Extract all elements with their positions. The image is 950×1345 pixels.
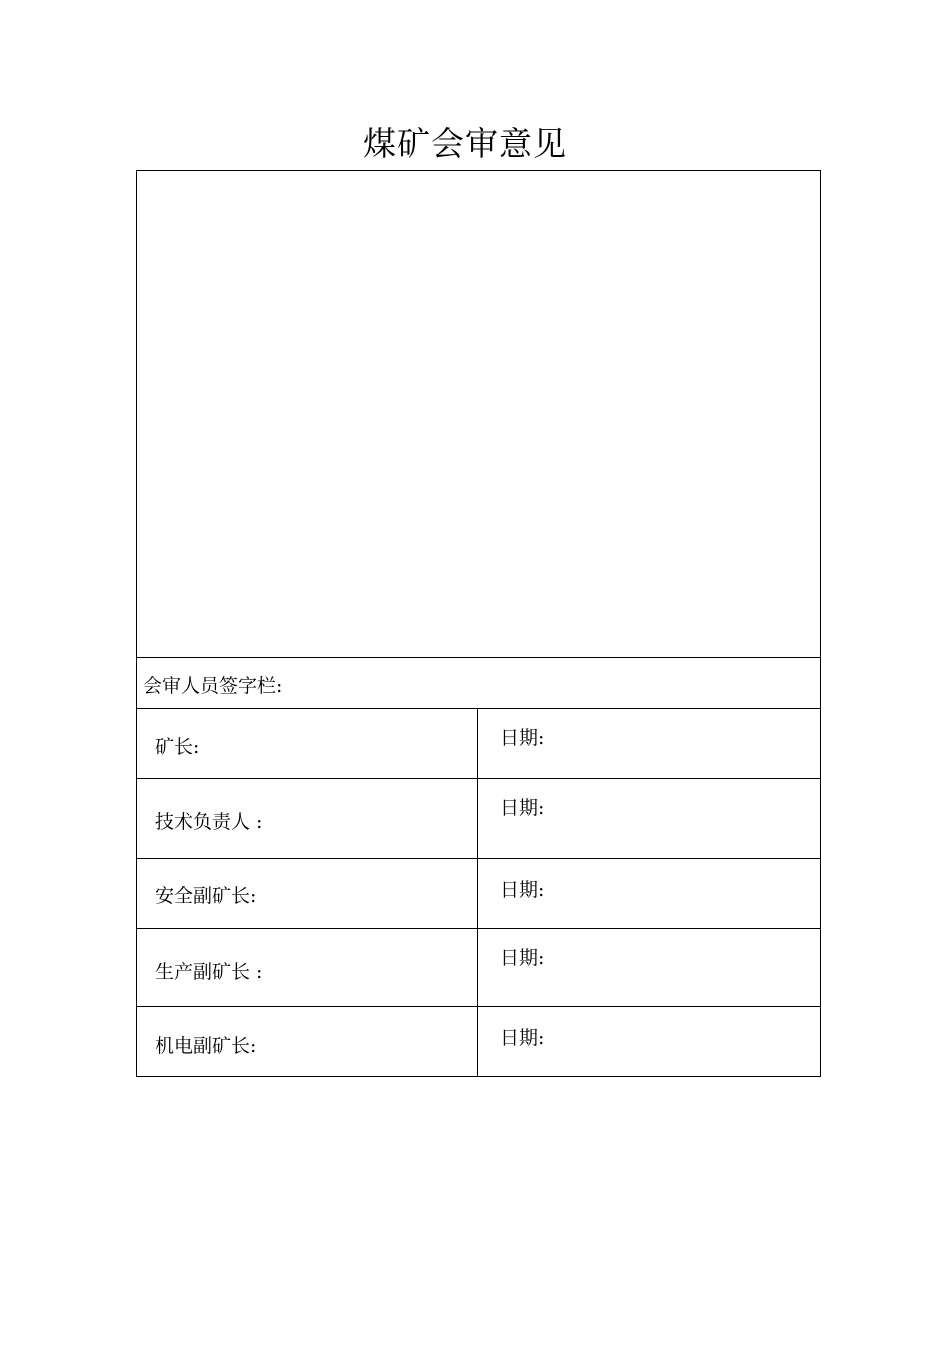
signature-cell-electromechanical-deputy[interactable] <box>137 1007 478 1077</box>
date-cell-electromechanical-deputy[interactable] <box>478 1007 821 1077</box>
role-label: 矿长: <box>155 736 200 758</box>
review-form-table <box>136 170 821 1077</box>
signature-row-safety-deputy <box>137 859 821 929</box>
role-label: 机电副矿长: <box>155 1035 257 1057</box>
date-label: 日期: <box>500 1027 545 1049</box>
role-label: 安全副矿长: <box>155 885 257 907</box>
date-label: 日期: <box>500 947 545 969</box>
date-cell-technical-lead[interactable] <box>478 779 821 859</box>
signature-cell-production-deputy[interactable] <box>137 929 478 1007</box>
signature-cell-mine-manager[interactable] <box>137 709 478 779</box>
signature-header-label: 会审人员签字栏: <box>143 674 283 697</box>
signature-row-electromechanical-deputy <box>137 1007 821 1077</box>
signature-cell-safety-deputy[interactable] <box>137 859 478 929</box>
date-cell-safety-deputy[interactable] <box>478 859 821 929</box>
signature-row-mine-manager <box>137 709 821 779</box>
date-label: 日期: <box>500 797 545 819</box>
signature-row-technical-lead <box>137 779 821 859</box>
date-label: 日期: <box>500 727 545 749</box>
page-title: 煤矿会审意见 <box>363 124 567 163</box>
date-cell-mine-manager[interactable] <box>478 709 821 779</box>
signature-row-production-deputy <box>137 929 821 1007</box>
date-label: 日期: <box>500 879 545 901</box>
signature-cell-technical-lead[interactable] <box>137 779 478 859</box>
role-label: 生产副矿长 : <box>155 961 263 983</box>
role-label: 技术负责人 : <box>155 811 263 833</box>
review-opinion-area[interactable] <box>137 171 821 658</box>
date-cell-production-deputy[interactable] <box>478 929 821 1007</box>
signature-section-header <box>137 658 821 709</box>
